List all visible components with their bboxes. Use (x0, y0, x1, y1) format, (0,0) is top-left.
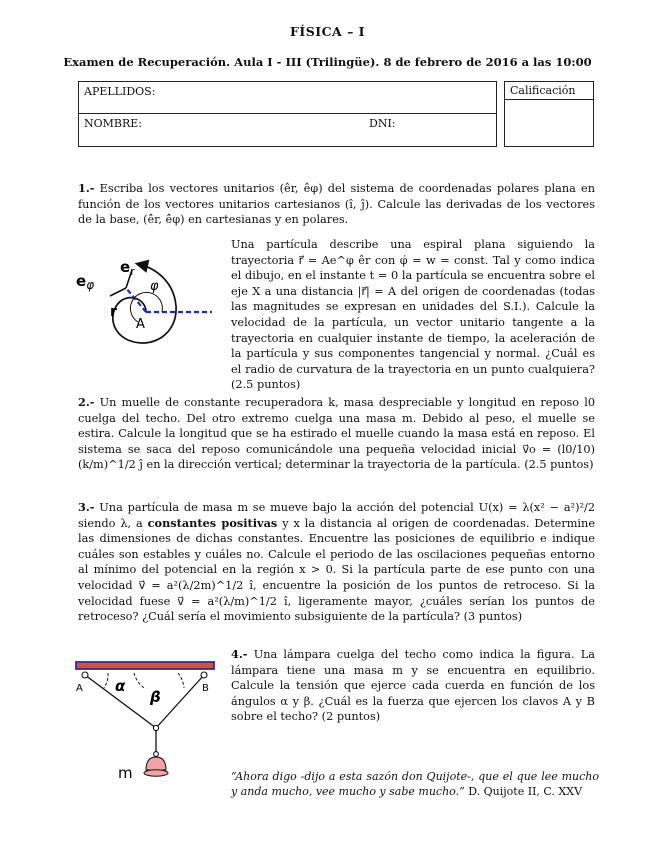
grade-box (504, 81, 594, 147)
er-label: $e_r$ (120, 258, 135, 278)
beta-arc-right (178, 673, 184, 688)
label-m: m (118, 764, 133, 782)
dni-label: DNI: (369, 117, 396, 130)
student-info-box (78, 81, 497, 147)
label-beta: β (150, 688, 161, 706)
label-a: A (76, 683, 83, 694)
question-4-number: 4.- (231, 647, 248, 661)
quote-block (231, 769, 599, 799)
question-3-bold: constantes positivas (147, 515, 278, 530)
apellidos-label: APELLIDOS: (84, 85, 156, 98)
nombre-label: NOMBRE: (84, 117, 143, 130)
question-2-text: Un muelle de constante recuperadora k, masa despreciable y longitud en reposo l0 cuelga del techo. Del otro extremo cuelga una masa m. Debido al peso, el muelle se estira. Calcule la longitud que se ha estirado el muelle cuando la masa está en reposo. El sistema se saca del reposo comunicándole una pequeña velocidad inicial v⃗o = (l0/10)(k/m)^1/2 ĵ en la dirección vertical; determinar la trayectoria de la partícula. (2.5 puntos) (78, 396, 596, 472)
label-b: B (202, 683, 209, 694)
quote-source: D. Quijote II, C. XXV (468, 785, 583, 798)
r-vector-dashed (126, 288, 146, 312)
nail-b (201, 672, 207, 678)
question-1-intro-text: Escriba los vectores unitarios (êr, êφ) del sistema de coordenadas polares plana en función de los vectores unitarios cartesianos (î, ĵ). Calcule las derivadas de los vectores de la base, (ê̇r, ê̇φ) en cartesianas y en polares. (78, 182, 596, 227)
question-1-intro (78, 181, 595, 228)
phi-label: φ (150, 279, 159, 294)
question-3-text-a: Una partícula de masa m se mueve bajo la acción del potencial U(x) = λ(x² − a²)²/2 siendo λ, a (78, 501, 596, 530)
a-label: A (136, 317, 145, 332)
page-title: FÍSICA – I (289, 24, 366, 39)
ephi-label: $e_\varphi$ (76, 272, 95, 292)
question-1-body: Una partícula describe una espiral plana siguiendo la trayectoria r⃗ = Ae^φ êr con φ̇ = w = const. Tal y como indica el dibujo, en el instante t = 0 la partícula se encuentra sobre el eje X a una distancia |r⃗| = A del origen de coordenadas (todas las magnitudes se expresan en unidades del S.I.). Calcule la velocidad de la partícula, un vector unitario tangente a la trayectoria en cualquier instante de tiempo, la aceleración de la partícula y sus componentes tangencial y normal. ¿Cuál es el radio de curvatura de la trayectoria en un punto cualquiera? (2.5 puntos) (231, 238, 595, 392)
question-4 (231, 647, 595, 725)
grade-divider (505, 99, 593, 100)
form-divider (79, 113, 496, 114)
question-2-number: 2.- (78, 395, 95, 409)
alpha-arc (104, 673, 108, 688)
question-3 (78, 500, 595, 625)
question-4-text: Una lámpara cuelga del techo como indica la figura. La lámpara tiene una masa m y se encuentra en equilibrio. Calcule la tensión que ejerce cada cuerda en función de los ángulos α y β. ¿Cuál es la fuerza que ejercen los clavos A y B sobre el techo? (2 puntos) (231, 648, 595, 724)
question-3-number: 3.- (78, 500, 95, 514)
nail-a (82, 672, 88, 678)
exam-subtitle: Examen de Recuperación. Aula I - III (Trilingüe). 8 de febrero de 2016 a las 10:00 (63, 55, 592, 69)
beta-arc-left (134, 673, 144, 688)
rope-b (156, 675, 204, 728)
r-label: r (110, 304, 117, 320)
question-3-text-b: y x la distancia al origen de coordenadas. Determine las dimensiones de dichas constantes. Encuentre las posiciones de equilibrio e indique cuáles son estables y cuáles no. Calcule el periodo de las oscilaciones pequeñas entorno al mínimo del potencial en la región x > 0. Si la partícula parte de ese punto con una velocidad v⃗ = a²(λ/2m)^1/2 î, encuentre la posición de los puntos de retroceso. Si la velocidad fuese v⃗ = a²(λ/m)^1/2 î, ligeramente mayor, ¿cuáles serían los puntos de retroceso? ¿Cuál sería el movimiento subsiguiente de la partícula? (3 puntos) (78, 516, 596, 624)
ceiling-bar (76, 662, 214, 669)
question-1-number: 1.- (78, 181, 95, 195)
quote-text: “Ahora digo -dijo a esta sazón don Quijote-, que el que lee mucho y anda mucho, vee mucho y sabe mucho.” (231, 770, 599, 798)
lamp-hook (154, 752, 159, 757)
question-2 (78, 395, 595, 473)
lamp-base (144, 770, 168, 776)
lamp-shade (146, 757, 166, 770)
label-alpha: α (115, 677, 126, 695)
ephi-vector (110, 288, 126, 296)
calificacion-label: Calificación (510, 84, 576, 97)
spiral-figure (72, 252, 222, 374)
lamp-figure (74, 658, 222, 786)
knot (153, 725, 158, 730)
